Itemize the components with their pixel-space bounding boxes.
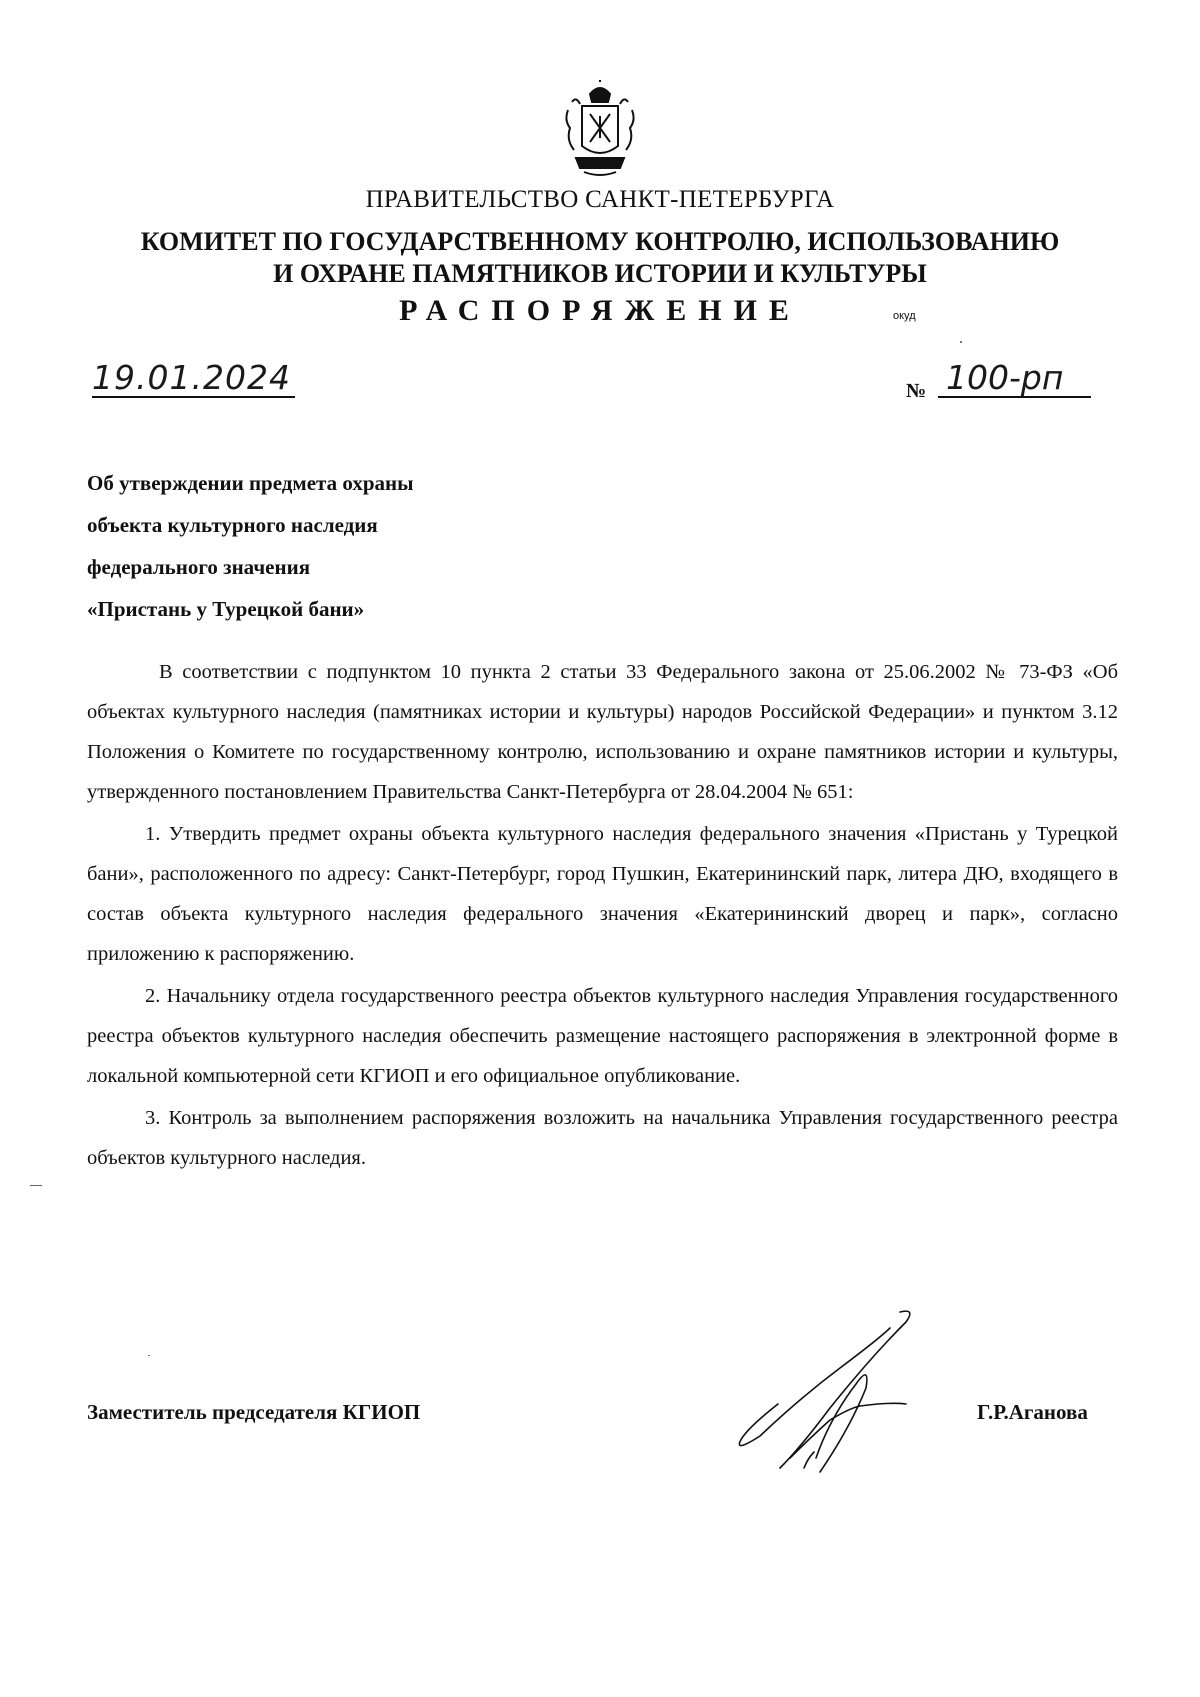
committee-title-line: КОМИТЕТ ПО ГОСУДАРСТВЕННОМУ КОНТРОЛЮ, ИСПОЛЬЗОВАНИЮ — [140, 227, 1060, 256]
subject-line: Об утверждении предмета охраны — [87, 471, 414, 495]
scan-artifact — [960, 341, 962, 343]
committee-title-line: И ОХРАНЕ ПАМЯТНИКОВ ИСТОРИИ И КУЛЬТУРЫ — [273, 259, 927, 288]
item-3-paragraph: 3. Контроль за выполнением распоряжения возложить на начальника Управления государственного реестра объектов культурного наследия. — [87, 1107, 1118, 1169]
number-label: № — [906, 380, 927, 402]
document-type: РАСПОРЯЖЕНИЕ — [399, 294, 801, 327]
subject-line: федерального значения — [87, 555, 311, 579]
handwritten-signature — [720, 1308, 930, 1478]
committee-title — [0, 226, 1200, 290]
document-subject — [87, 462, 687, 630]
subject-line: объекта культурного наследия — [87, 513, 378, 537]
preamble-paragraph: В соответствии с подпунктом 10 пункта 2 статьи 33 Федерального закона от 25.06.2002 № 73-ФЗ «Об объектах культурного наследия (памятниках истории и культуры) народов Российской Федерации» и пунктом 3.12 Положения о Комитете по государственному контролю, использованию и охране памятников истории и культуры, утвержденного постановлением Правительства Санкт-Петербурга от 28.04.2004 № 651: — [87, 661, 1118, 803]
signatory-name: Г.Р.Аганова — [977, 1400, 1088, 1424]
okud-label: окуд — [893, 310, 916, 322]
item-2-paragraph: 2. Начальнику отдела государственного реестра объектов культурного наследия Управления государственного реестра объектов культурного наследия обеспечить размещение настоящего распоряжения в электронной форме в локальной компьютерной сети КГИОП и его официальное опубликование. — [87, 985, 1118, 1087]
government-title: ПРАВИТЕЛЬСТВО САНКТ-ПЕТЕРБУРГА — [365, 186, 835, 213]
coat-of-arms-icon — [560, 80, 640, 178]
document-number: 100-рп — [938, 360, 1091, 398]
document-date: 19.01.2024 — [92, 360, 295, 398]
signatory-position: Заместитель председателя КГИОП — [87, 1400, 421, 1424]
subject-line: «Пристань у Турецкой бани» — [87, 597, 365, 621]
document-body — [87, 652, 1118, 1178]
item-1-paragraph: 1. Утвердить предмет охраны объекта культурного наследия федерального значения «Пристань у Турецкой бани», расположенного по адресу: Санкт-Петербург, город Пушкин, Екатерининский парк, литера ДЮ, входящего в состав объекта культурного наследия федерального значения «Екатерининский дворец и парк», согласно приложению к распоряжению. — [87, 823, 1118, 965]
scan-artifact — [148, 1355, 150, 1356]
scan-artifact — [30, 1185, 42, 1186]
